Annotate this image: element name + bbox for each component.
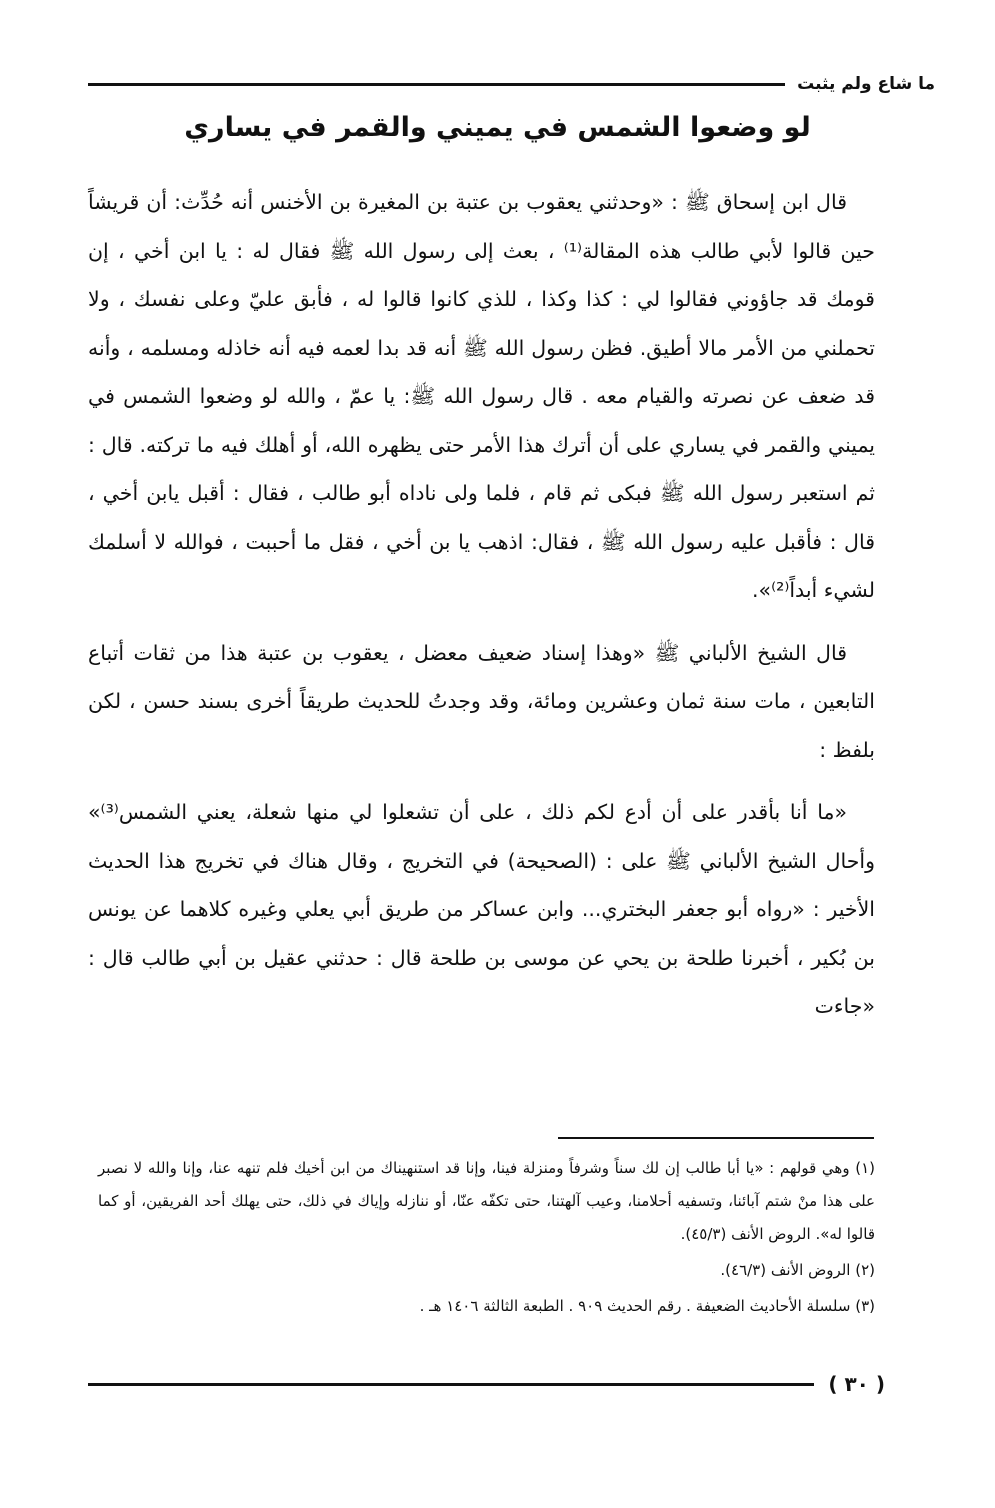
paragraph: قال الشيخ الألباني ﷺ «وهذا إسناد ضعيف معضل ، يعقوب بن عتبة هذا من ثقات أتباع التابعين ، مات سنة ثمان وعشرين ومائة، وقد وجدتُ للحديث طريقاً أخرى بسند حسن ، لكن بلفظ : (88, 640, 875, 762)
header-divider (88, 83, 785, 86)
footnotes (98, 1152, 875, 1326)
footnote-divider (558, 1137, 874, 1139)
page-header (88, 74, 935, 94)
paragraph: قال ابن إسحاق ﷺ : «وحدثني يعقوب بن عتبة بن المغيرة بن الأخنس أنه حُدِّث: أن قريشاً حين قالوا لأبي طالب هذه المقالة⁽¹⁾ ، بعث إلى رسول الله ﷺ فقال له : يا ابن أخي ، إن قومك قد جاؤوني فقالوا لي : كذا وكذا ، للذي كانوا قالوا له ، فأبق عليّ وعلى نفسك ، ولا تحملني من الأمر مالا أطيق. فظن رسول الله ﷺ أنه قد بدا لعمه فيه أنه خاذله ومسلمه ، وأنه قد ضعف عن نصرته والقيام معه . قال رسول الله ﷺ: يا عمّ ، والله لو وضعوا الشمس في يميني والقمر في يساري على أن أترك هذا الأمر حتى يظهره الله، أو أهلك فيه ما تركته. قال : ثم استعبر رسول الله ﷺ فبكى ثم قام ، فلما ولى ناداه أبو طالب ، فقال : أقبل يابن أخي ، قال : فأقبل عليه رسول الله ﷺ ، فقال: اذهب يا بن أخي ، فقل ما أحببت ، فوالله لا أسلمك لشيء أبداً⁽²⁾». (88, 190, 875, 602)
footnote: (٣) سلسلة الأحاديث الضعيفة . رقم الحديث ٩٠٩ . الطبعة الثالثة ١٤٠٦ هـ . (419, 1297, 875, 1315)
page-footer (88, 1372, 885, 1396)
page-number: ( ٣٠ ) (828, 1372, 885, 1396)
section-title: لو وضعوا الشمس في يميني والقمر في يساري (184, 112, 811, 143)
footnote: (٢) الروض الأنف (٤٦/٣). (720, 1261, 875, 1279)
body-text (88, 178, 875, 1045)
footer-divider (88, 1383, 814, 1386)
running-title: ما شاع ولم يثبت (797, 74, 935, 94)
paragraph: «ما أنا بأقدر على أن أدع لكم ذلك ، على أن تشعلوا لي منها شعلة، يعني الشمس⁽³⁾» وأحال الشيخ الألباني ﷺ على : (الصحيحة) في التخريج ، وقال هناك في تخريج هذا الحديث الأخير : «رواه أبو جعفر البختري... وابن عساكر من طريق أبي يعلي وغيره كلاهما عن يونس بن بُكير ، أخبرنا طلحة بن يحي عن موسى بن طلحة قال : حدثني عقيل بن أبي طالب قال : «جاءت (88, 800, 875, 1018)
footnote: (١) وهي قولهم : «يا أبا طالب إن لك سناً وشرفاً ومنزلة فينا، وإنا قد استنهيناك من ابن أخيك فلم تنهه عنا، وإنا والله لا نصبر على هذا منْ شتم آبائنا، وتسفيه أحلامنا، وعيب آلهتنا، حتى تكفّه عنّا، أو ننازله وإياك في ذلك، حتى يهلك أحد الفريقين، أو كما قالوا له». الروض الأنف (٤٥/٣). (98, 1159, 875, 1243)
